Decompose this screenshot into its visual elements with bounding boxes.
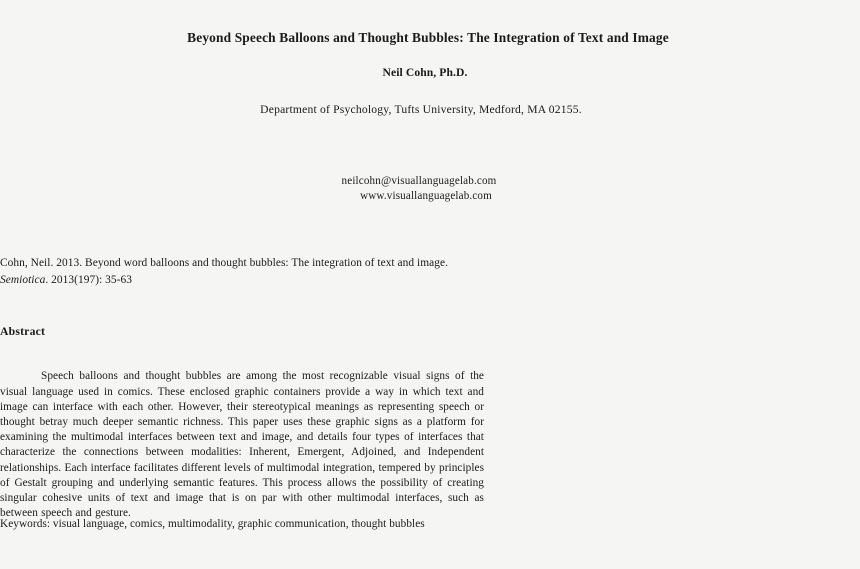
citation-after-journal: . 2013(197): 35-63 bbox=[45, 274, 133, 286]
abstract-heading: Abstract bbox=[0, 325, 46, 338]
contact-block bbox=[0, 174, 860, 204]
citation-journal-name: Semiotica bbox=[0, 274, 46, 286]
author-name: Neil Cohn, Ph.D. bbox=[382, 66, 468, 79]
contact-email[interactable]: neilcohn@visuallanguagelab.com bbox=[341, 175, 497, 187]
title-block bbox=[0, 30, 860, 46]
affiliation-line: Department of Psychology, Tufts University, Medford, MA 02155. bbox=[260, 103, 582, 116]
citation-before-journal: Cohn, Neil. 2013. Beyond word balloons and thought bubbles: The integration of text and image. bbox=[0, 257, 449, 269]
page-title: Beyond Speech Balloons and Thought Bubbles: The Integration of Text and Image bbox=[187, 30, 669, 45]
citation-reference bbox=[0, 255, 484, 289]
contact-website[interactable]: www.visuallanguagelab.com bbox=[360, 190, 492, 202]
abstract-paragraph: Speech balloons and thought bubbles are among the most recognizable visual signs of the visual language used in comics. These enclosed graphic containers provide a way in which text and image can interface with each other. However, their stereotypical meanings as representing speech or thought betray much deeper semantic richness. This paper uses these graphic signs as a platform for examining the multimodal interfaces between text and image, and details four types of interfaces that characterize the connections between modalities: Inherent, Emergent, Adjoined, and Independent relationships. Each interface facilitates different levels of multimodal integration, tempered by principles of Gestalt grouping and underlying semantic features. This process allows the possibility of creating singular cohesive units of text and image that is on par with other multimodal interfaces, such as between speech and gesture. bbox=[0, 370, 484, 520]
keywords-line: Keywords: visual language, comics, multimodality, graphic communication, thought bubbles bbox=[0, 518, 425, 530]
